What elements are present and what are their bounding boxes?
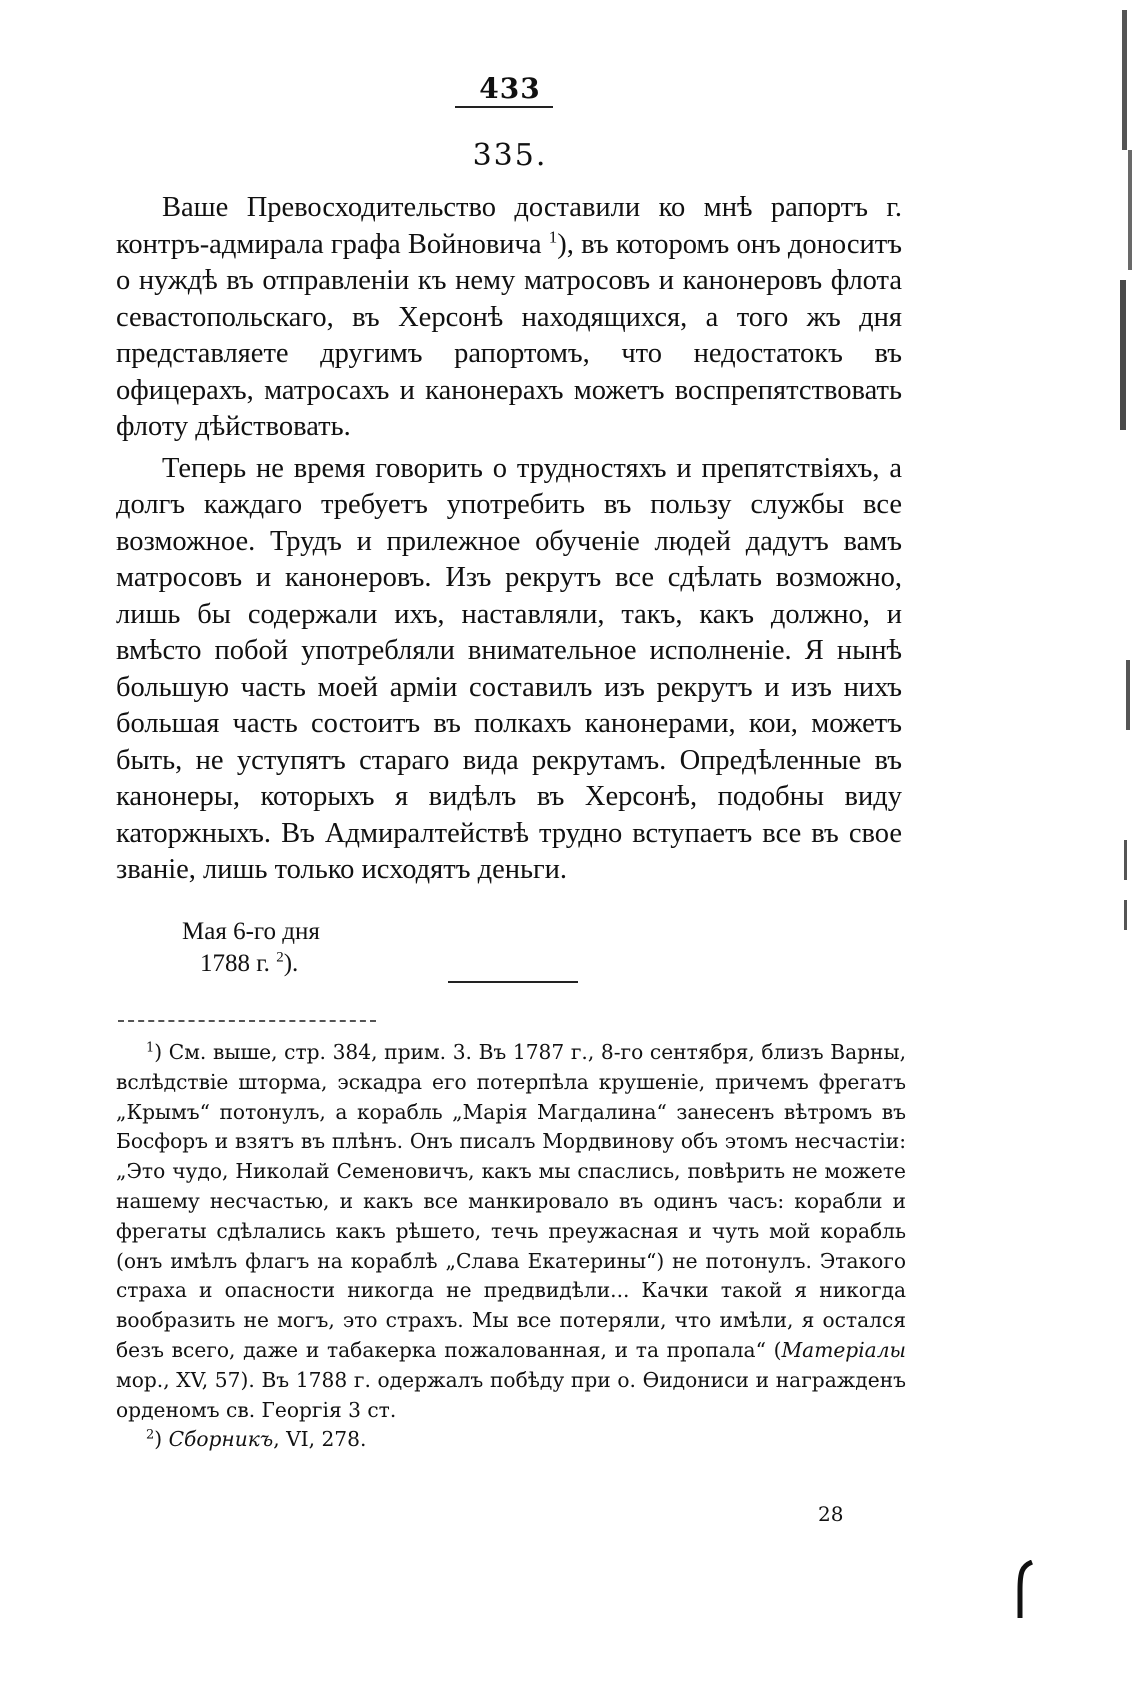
paragraph-2: Теперь не время говорить о трудностяхъ и препятствіяхъ, а долгъ каждаго требуетъ употребить въ пользу службы все возможное. Трудъ и прилежное обученіе людей дадутъ вамъ матросовъ и канонеровъ. Изъ рекрутъ все сдѣлать возможно, лишь бы содержали ихъ, наставляли, такъ, какъ должно, и вмѣсто побой употребляли внимательное исполненіе. Я нынѣ большую часть моей арміи составилъ изъ рекрутъ и изъ нихъ большая часть состоитъ въ полкахъ канонерами, кои, можетъ быть, не уступятъ стараго вида рекрутамъ. Опредѣленные въ канонеры, которыхъ я видѣлъ въ Херсонѣ, подобны виду каторжныхъ. Въ Адмиралтействѣ трудно вступаетъ все въ свое званіе, лишь только исходятъ деньги. [116, 452, 902, 885]
paragraph-1-text-a: Ваше Превосходительство доставили ко мнѣ рапортъ г. контръ-адмирала графа Войновича [116, 192, 902, 260]
scan-edge-artifacts [1112, 0, 1140, 1702]
footnote-divider [118, 1020, 376, 1022]
page-number-underline [455, 106, 553, 108]
date-line-2 [200, 950, 298, 978]
footnote-2-text: , VI, 278. [273, 1427, 367, 1452]
date-year: 1788 г. [200, 950, 277, 977]
scan-bracket-mark [1014, 1560, 1036, 1620]
end-rule [448, 981, 578, 983]
letter-body [116, 190, 902, 889]
footnote-1-text-a: ) См. выше, стр. 384, прим. 3. Въ 1787 г., 8-го сентября, близъ Варны, вслѣдствіе шторма, эскадра его потерпѣла крушеніе, причемъ фрегатъ „Крымъ“ потонулъ, а корабль „Марія Магдалина“ занесенъ вѣтромъ въ Босфоръ и взятъ въ плѣнъ. Онъ писалъ Мордвинову объ этомъ несчастіи: „Это чудо, Николай Семеновичъ, какъ мы спаслись, повѣрить не можете нашему несчастью, и какъ все манкировало въ одинъ часъ: корабли и фрегаты сдѣлались какъ рѣшето, течь преужасная и чуть мой корабль (онъ имѣлъ флагъ на кораблѣ „Слава Екатерины“) не потонулъ. Этакого страха и опасности никогда не предвидѣли... Качки такой я никогда вообразить не могъ, это страхъ. Мы все потеряли, что имѣли, я остался безъ всего, даже и табакерка пожалованная, и та пропала“ ( [116, 1040, 906, 1362]
footnote-2-marker: 2 [146, 1427, 155, 1443]
footnote-2-source: Сборникъ [168, 1427, 274, 1452]
footnotes [116, 1038, 906, 1455]
footnote-ref-2: 2 [276, 949, 284, 966]
page-number-top: 433 [479, 72, 541, 105]
footnote-1-marker: 1 [146, 1040, 155, 1056]
paragraph-1 [116, 190, 902, 446]
date-line-1: Мая 6-го дня [182, 918, 320, 945]
footnote-1-source: Матеріалы [781, 1337, 906, 1362]
footnote-ref-1: 1 [548, 227, 558, 246]
footnote-2: $^2$) Сборникъ, VI, 278. [146, 1427, 367, 1452]
document-number: 335. [472, 138, 548, 173]
footnote-1 [116, 1038, 906, 1425]
paragraph-1-text-b: ), въ которомъ онъ доноситъ о нуждѣ въ отправленіи къ нему матросовъ и канонеровъ флота севастопольскаго, въ Херсонѣ находящихся, а того жъ дня представляете другимъ рапортомъ, что недостатокъ въ офицерахъ, матросахъ и канонерахъ можетъ воспрепятствовать флоту дѣйствовать. [116, 228, 902, 442]
footnote-1-text-b: мор., XV, 57). Въ 1788 г. одержалъ побѣду при о. Ѳидониси и награжденъ орденомъ св. Георгія 3 ст. [116, 1367, 906, 1422]
signature-number: 28 [818, 1502, 844, 1526]
date-end: ). [283, 950, 299, 977]
